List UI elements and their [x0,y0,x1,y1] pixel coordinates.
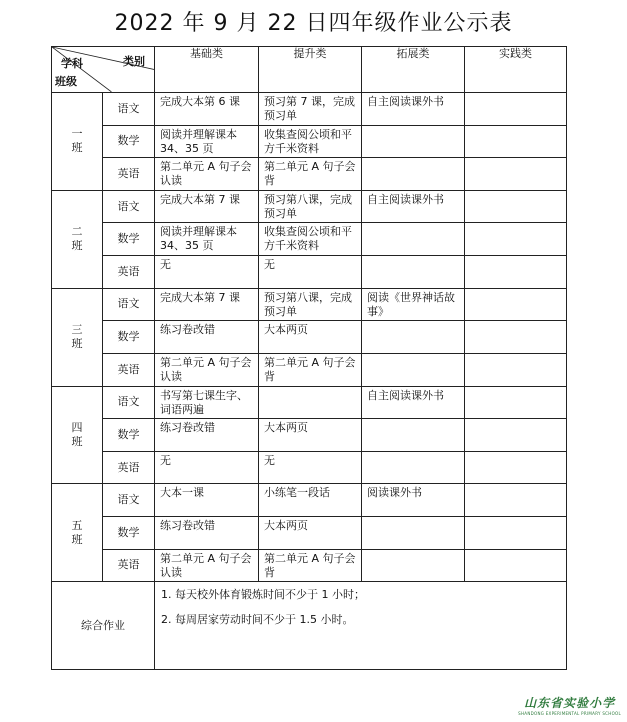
homework-cell-basic: 练习卷改错 [155,321,259,354]
homework-cell-basic: 完成大本第 6 课 [155,92,259,125]
table-row [52,92,567,125]
subject-cell: 英语 [103,549,155,582]
homework-cell-basic: 无 [155,451,259,484]
homework-cell-practice [465,92,567,125]
class-key-label: 班级 [55,75,77,88]
category-key-label: 类别 [123,55,145,68]
class-name-cell: 一 班 [52,92,103,190]
homework-cell-practice [465,288,567,321]
subject-cell: 数学 [103,321,155,354]
homework-cell-practice [465,549,567,582]
homework-cell-improve: 第二单元 A 句子会背 [259,549,362,582]
homework-cell-extend [362,256,465,289]
homework-cell-extend: 自主阅读课外书 [362,386,465,419]
homework-cell-practice [465,517,567,550]
homework-cell-improve: 收集查阅公顷和平方千米资料 [259,125,362,158]
homework-cell-basic: 练习卷改错 [155,419,259,452]
table-row [52,190,567,223]
homework-cell-improve: 小练笔一段话 [259,484,362,517]
subject-cell: 语文 [103,484,155,517]
summary-row [52,582,567,670]
subject-cell: 数学 [103,125,155,158]
homework-cell-improve [259,386,362,419]
homework-cell-improve: 无 [259,256,362,289]
homework-cell-extend [362,353,465,386]
table-row [52,419,567,452]
homework-cell-extend [362,321,465,354]
class-name-cell: 三 班 [52,288,103,386]
header-row [52,47,567,93]
homework-cell-practice [465,256,567,289]
homework-cell-basic: 阅读并理解课本 34、35 页 [155,223,259,256]
table-row [52,125,567,158]
homework-cell-improve: 收集查阅公顷和平方千米资料 [259,223,362,256]
summary-item: 2. 每周居家劳动时间不少于 1.5 小时。 [161,613,354,627]
subject-cell: 语文 [103,190,155,223]
table-row [52,288,567,321]
homework-cell-extend [362,158,465,191]
subject-cell: 数学 [103,517,155,550]
subject-cell: 语文 [103,92,155,125]
homework-cell-extend [362,451,465,484]
homework-cell-extend [362,419,465,452]
diagonal-header-cell [52,47,155,93]
subject-cell: 数学 [103,223,155,256]
homework-cell-basic: 第二单元 A 句子会认读 [155,549,259,582]
homework-table [51,46,567,670]
homework-cell-basic: 第二单元 A 句子会认读 [155,158,259,191]
homework-cell-practice [465,451,567,484]
homework-cell-improve: 大本两页 [259,517,362,550]
homework-cell-practice [465,158,567,191]
subject-cell: 英语 [103,451,155,484]
subject-cell: 英语 [103,158,155,191]
homework-cell-improve: 预习第八课，完成预习单 [259,190,362,223]
column-header-basic: 基础类 [155,47,259,93]
table-row [52,256,567,289]
homework-cell-improve: 第二单元 A 句子会背 [259,353,362,386]
school-logo-name: 山东省实验小学 [524,696,616,710]
homework-cell-basic: 完成大本第 7 课 [155,288,259,321]
subject-cell: 英语 [103,256,155,289]
homework-cell-improve: 大本两页 [259,419,362,452]
homework-cell-practice [465,190,567,223]
homework-cell-improve: 第二单元 A 句子会背 [259,158,362,191]
subject-key-label: 学科 [61,57,83,70]
class-name-cell: 二 班 [52,190,103,288]
table-row [52,484,567,517]
table-row [52,517,567,550]
column-header-practice: 实践类 [465,47,567,93]
homework-cell-extend [362,223,465,256]
homework-cell-practice [465,125,567,158]
homework-cell-extend: 自主阅读课外书 [362,190,465,223]
table-row [52,386,567,419]
subject-cell: 数学 [103,419,155,452]
subject-cell: 语文 [103,288,155,321]
subject-cell: 语文 [103,386,155,419]
homework-cell-practice [465,353,567,386]
homework-cell-extend [362,125,465,158]
homework-cell-basic: 完成大本第 7 课 [155,190,259,223]
class-name-cell: 五 班 [52,484,103,582]
table-row [52,223,567,256]
table-row [52,353,567,386]
homework-cell-improve: 无 [259,451,362,484]
homework-cell-practice [465,386,567,419]
homework-cell-improve: 预习第八课，完成预习单 [259,288,362,321]
homework-cell-practice [465,484,567,517]
table-row [52,158,567,191]
homework-cell-extend: 自主阅读课外书 [362,92,465,125]
school-logo [518,694,621,716]
homework-cell-basic: 无 [155,256,259,289]
homework-cell-practice [465,223,567,256]
table-row [52,451,567,484]
class-name-cell: 四 班 [52,386,103,484]
page-title: 2022 年 9 月 22 日四年级作业公示表 [114,11,513,36]
homework-cell-improve: 大本两页 [259,321,362,354]
summary-content [155,582,567,670]
homework-cell-extend [362,549,465,582]
summary-item: 1. 每天校外体育锻炼时间不少于 1 小时； [161,588,365,602]
table-row [52,321,567,354]
homework-cell-extend: 阅读课外书 [362,484,465,517]
school-logo-english: SHANDONG EXPERIMENTAL PRIMARY SCHOOL [518,711,621,716]
homework-cell-basic: 书写第七课生字、词语两遍 [155,386,259,419]
table-row [52,549,567,582]
homework-cell-extend [362,517,465,550]
subject-cell: 英语 [103,353,155,386]
homework-cell-extend: 阅读《世界神话故事》 [362,288,465,321]
summary-label: 综合作业 [52,582,155,670]
homework-cell-basic: 阅读并理解课本 34、35 页 [155,125,259,158]
column-header-improve: 提升类 [259,47,362,93]
homework-cell-practice [465,321,567,354]
homework-cell-basic: 练习卷改错 [155,517,259,550]
homework-cell-improve: 预习第 7 课，完成预习单 [259,92,362,125]
homework-cell-basic: 第二单元 A 句子会认读 [155,353,259,386]
homework-cell-basic: 大本一课 [155,484,259,517]
column-header-extend: 拓展类 [362,47,465,93]
homework-cell-practice [465,419,567,452]
